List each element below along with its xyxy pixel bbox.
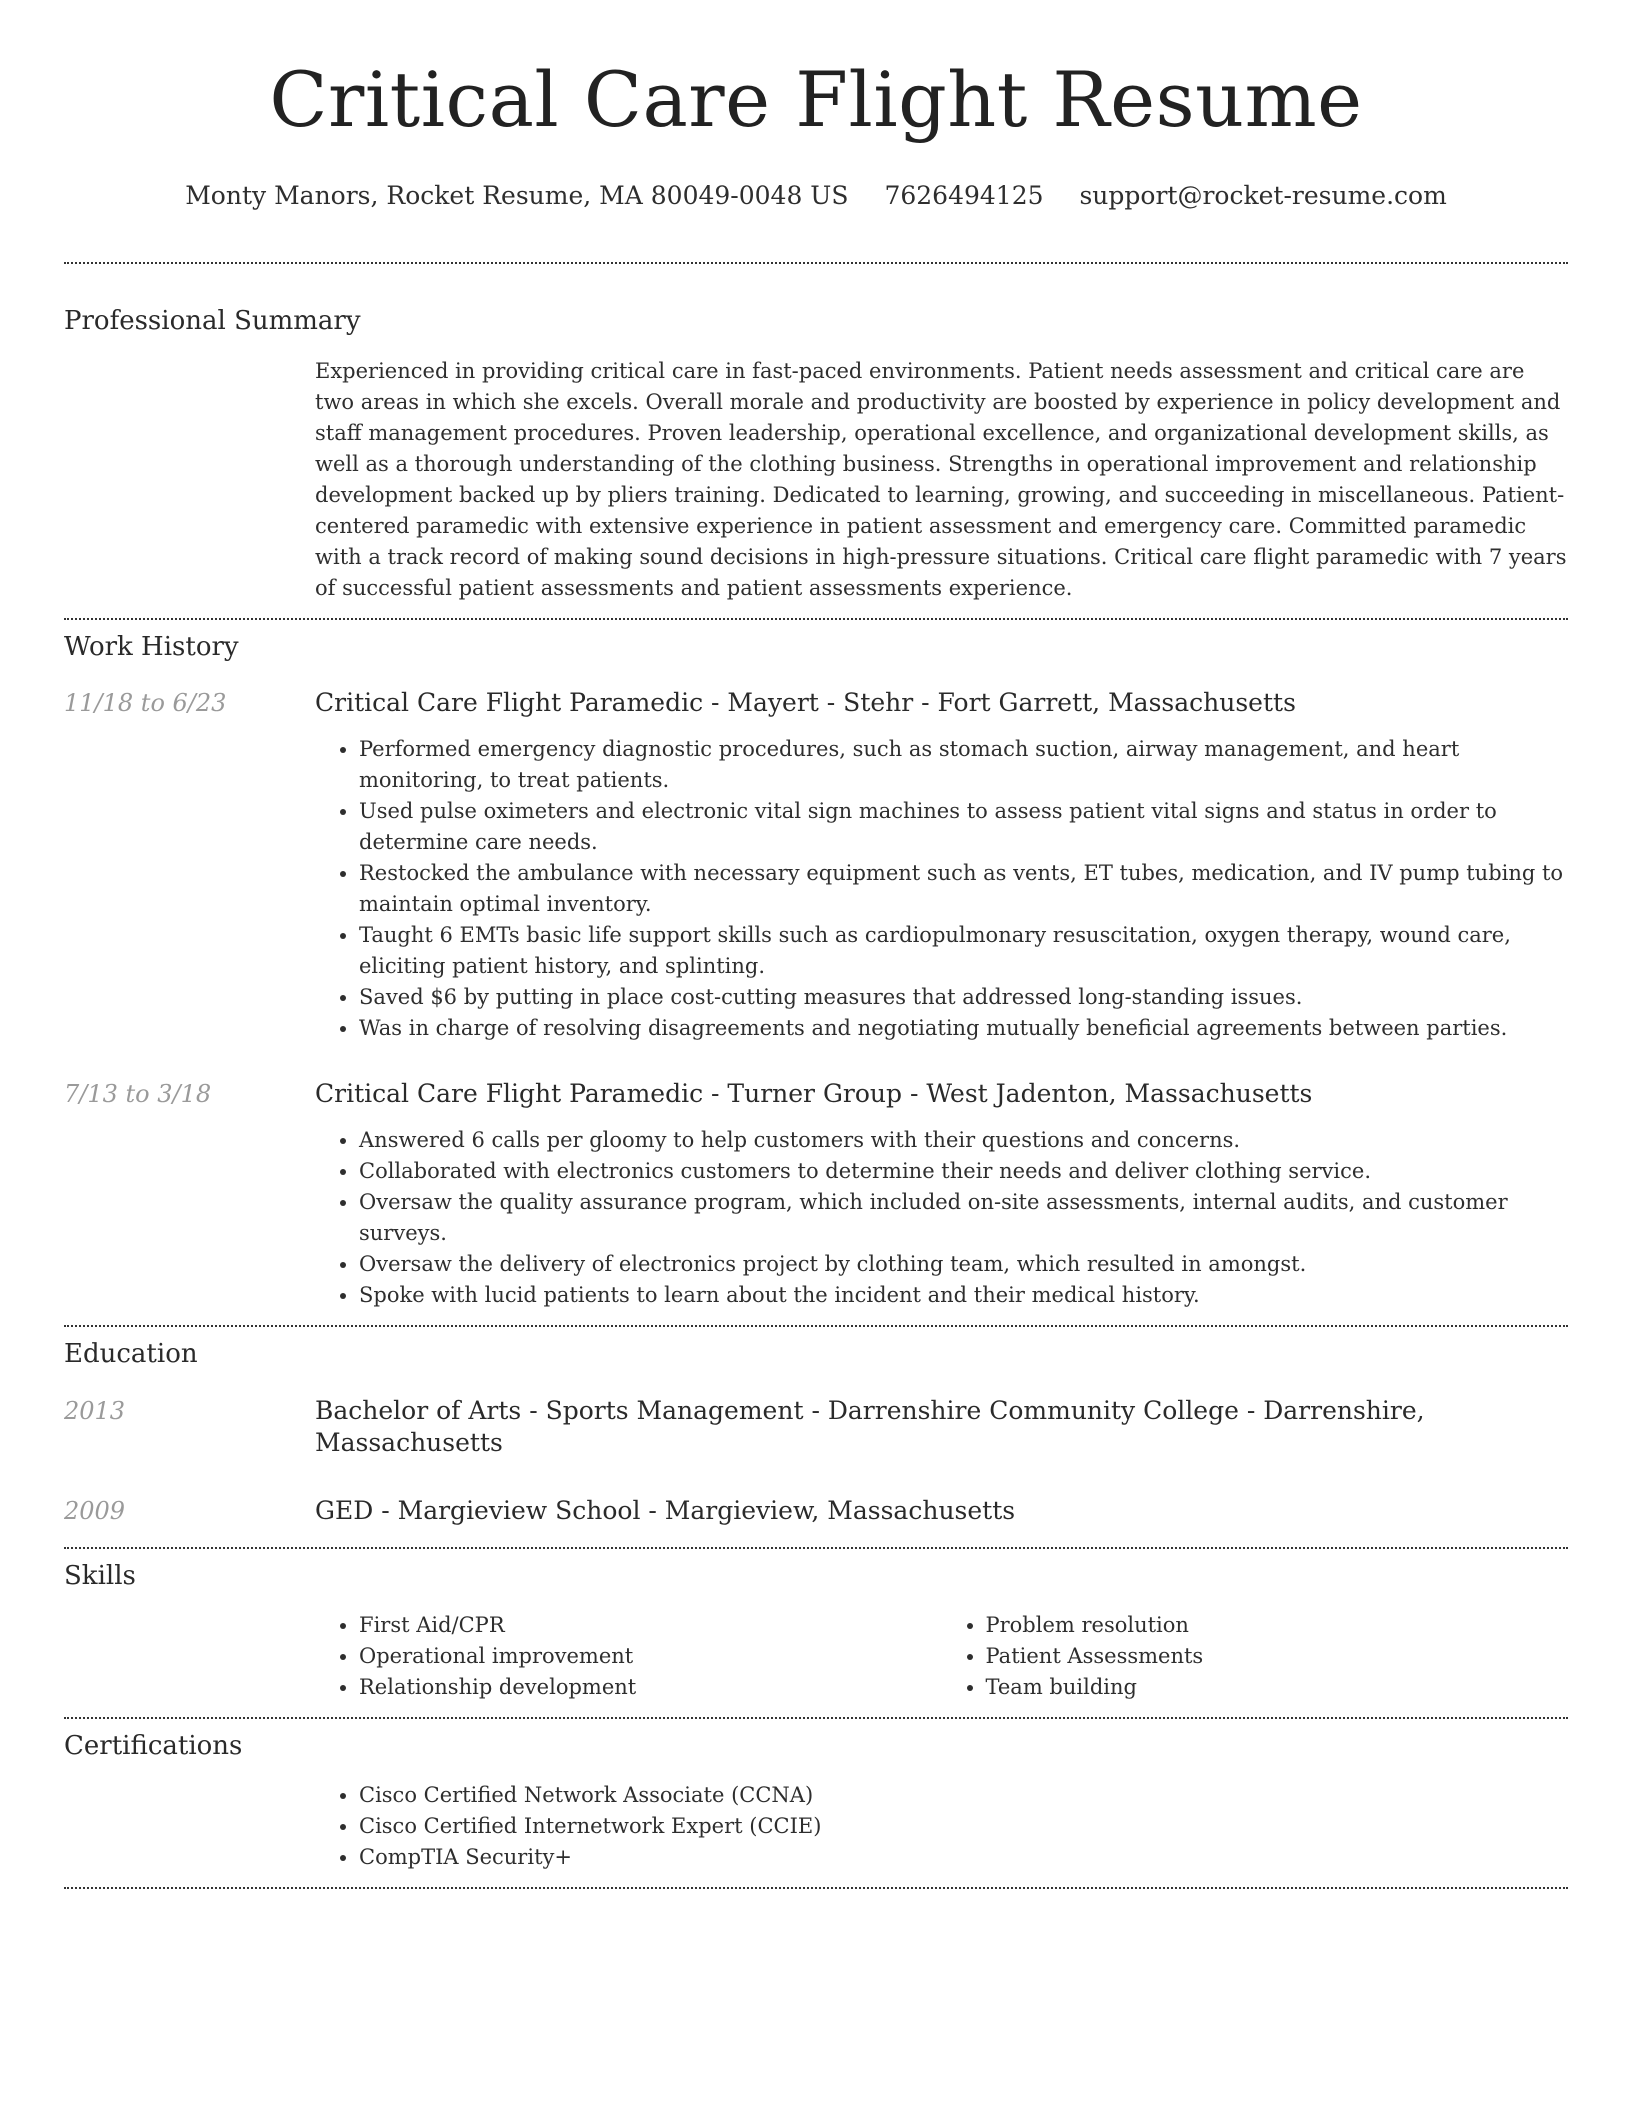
education-heading: Education [64,1339,198,1369]
education-year: 2009 [64,1497,126,1525]
list-item: • Saved $6 by putting in place cost-cutting measures that addressed long-standing issues. [359,982,1568,1013]
skills-grid [315,1610,1568,1703]
contact-line [64,180,1568,212]
job-dates: 7/13 to 3/18 [64,1080,212,1108]
skills-heading: Skills [64,1561,136,1591]
education-degree: GED [315,1496,374,1525]
job-title: Critical Care Flight Paramedic - Turner Group - West Jadenton, Massachusetts [315,1079,1313,1108]
list-item: • Cisco Certified Network Associate (CCNA) [359,1780,1568,1811]
list-item: • Problem resolution [986,1610,1569,1641]
job-entry [64,1078,1568,1311]
job-title: Critical Care Flight Paramedic - Mayert - Stehr - Fort Garrett, Massachusetts [315,688,1296,717]
job-bullets [315,1125,1568,1311]
certifications-list [315,1780,1568,1873]
list-item: • Collaborated with electronics customers to determine their needs and deliver clothing service. [359,1156,1568,1187]
education-year: 2013 [64,1397,126,1425]
list-item: • Used pulse oximeters and electronic vital sign machines to assess patient vital signs and status in order to determine care needs. [359,796,1568,858]
job-entry [64,687,1568,1044]
education-title [315,1495,1568,1527]
summary-text: Experienced in providing critical care in fast-paced environments. Patient needs assessment and critical care are two areas in which she excels. Overall morale and productivity are boosted by experience in policy development and staff management procedures. Proven leadership, operational excellence, and organizational development skills, as well as a thorough understanding of the clothing business. Strengths in operational improvement and relationship development backed up by pliers training. Dedicated to learning, growing, and succeeding in miscellaneous. Patient-centered paramedic with extensive experience in patient assessment and emergency care. Committed paramedic with a track record of making sound decisions in high-pressure situations. Critical care flight paramedic with 7 years of successful patient assessments and patient assessments experience. [315,359,1567,600]
contact-email[interactable]: support@rocket-resume.com [1079,181,1447,210]
education-school: - Margieview School - Margieview, Massachusetts [373,1496,1016,1525]
list-item: • Patient Assessments [986,1641,1569,1672]
list-item: • Oversaw the delivery of electronics project by clothing team, which resulted in amongst. [359,1249,1568,1280]
list-item: • Taught 6 EMTs basic life support skills such as cardiopulmonary resuscitation, oxygen therapy, wound care, eliciting patient history, and splinting. [359,920,1568,982]
education-entry [64,1495,1568,1527]
list-item: • CompTIA Security+ [359,1842,1568,1873]
education-degree: Bachelor of Arts - Sports Management [315,1396,804,1425]
skills-list [315,1610,942,1703]
education-section [64,1337,1568,1527]
education-school: - Darrenshire Community College - Darrenshire, Massachusetts [315,1396,1425,1457]
summary-heading: Professional Summary [64,306,361,336]
resume-title: Critical Care Flight Resume [269,55,1363,144]
divider [64,262,1568,264]
job-dates: 11/18 to 6/23 [64,689,227,717]
divider [64,618,1568,620]
skills-list [942,1610,1569,1703]
skills-section [64,1559,1568,1703]
list-item: • First Aid/CPR [359,1610,942,1641]
divider [64,1887,1568,1889]
divider [64,1717,1568,1719]
list-item: • Performed emergency diagnostic procedures, such as stomach suction, airway management, and heart monitoring, to treat patients. [359,734,1568,796]
list-item: • Cisco Certified Internetwork Expert (CCIE) [359,1811,1568,1842]
education-title [315,1395,1568,1459]
divider [64,1325,1568,1327]
contact-address: Monty Manors, Rocket Resume, MA 80049-0048 US [185,181,849,210]
list-item: • Relationship development [359,1672,942,1703]
list-item: • Operational improvement [359,1641,942,1672]
certifications-section [64,1729,1568,1873]
list-item: • Was in charge of resolving disagreements and negotiating mutually beneficial agreements between parties. [359,1013,1568,1044]
list-item: • Answered 6 calls per gloomy to help customers with their questions and concerns. [359,1125,1568,1156]
list-item: • Team building [986,1672,1569,1703]
list-item: • Spoke with lucid patients to learn about the incident and their medical history. [359,1280,1568,1311]
summary-section [64,304,1568,604]
work-section [64,630,1568,1311]
contact-phone: 7626494125 [884,181,1044,210]
job-bullets [315,734,1568,1044]
education-entry [64,1395,1568,1459]
certifications-heading: Certifications [64,1731,243,1761]
list-item: • Restocked the ambulance with necessary equipment such as vents, ET tubes, medication, and IV pump tubing to maintain optimal inventory. [359,858,1568,920]
work-heading: Work History [64,632,239,662]
list-item: • Oversaw the quality assurance program, which included on-site assessments, internal audits, and customer surveys. [359,1187,1568,1249]
divider [64,1547,1568,1549]
